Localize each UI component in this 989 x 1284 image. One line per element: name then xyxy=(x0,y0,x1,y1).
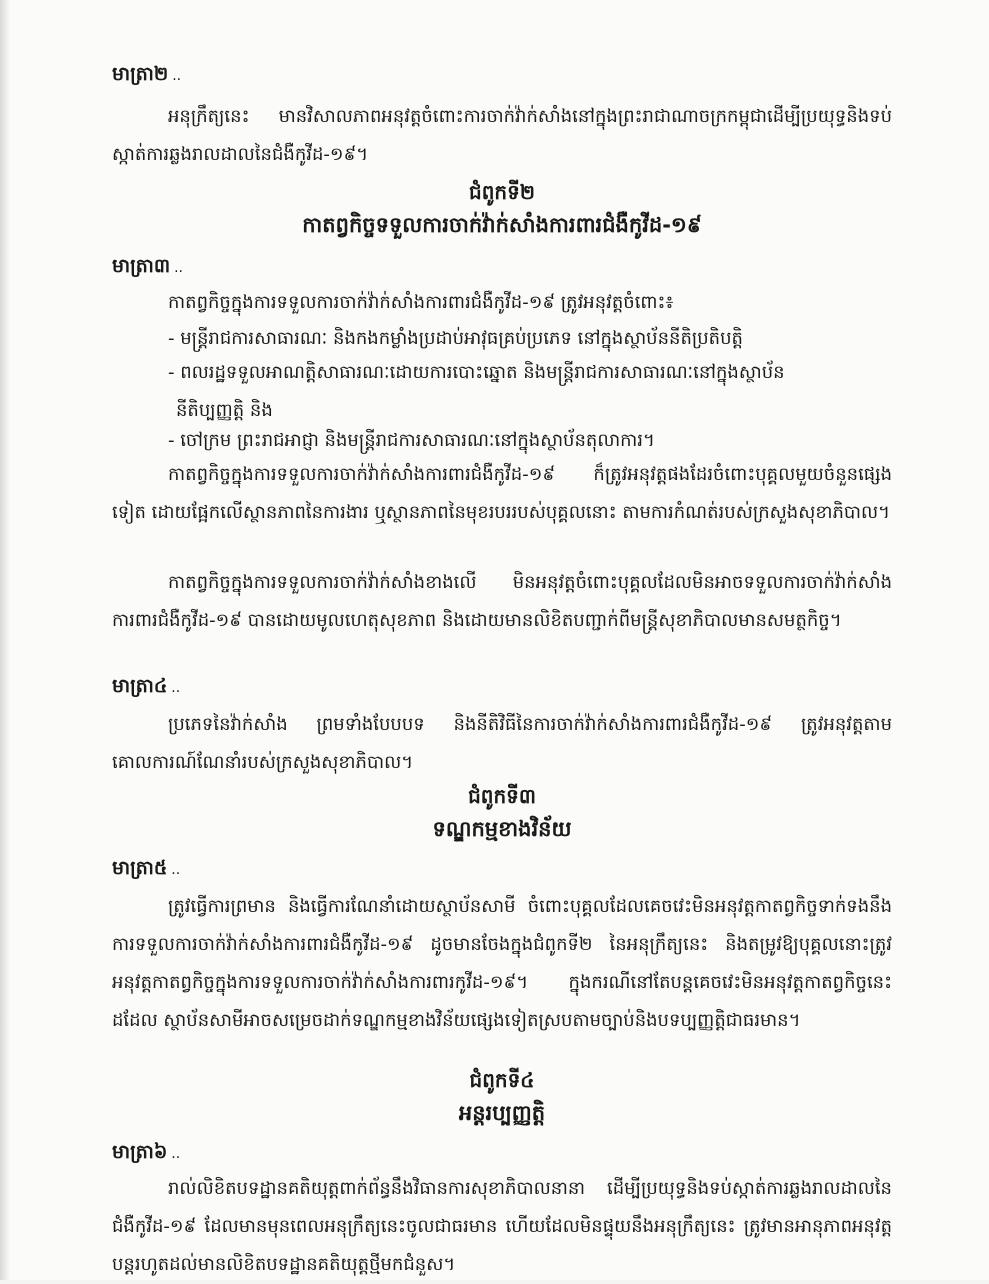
article-4-heading-dots: .. xyxy=(171,680,181,696)
chapter-4-header xyxy=(112,1064,892,1130)
article-3-heading-text: មាត្រា៣ xyxy=(112,255,171,277)
article-4-heading-text: មាត្រា៤ xyxy=(112,675,168,697)
article-6-text xyxy=(112,1170,892,1284)
article-6-heading-text: មាត្រា៦ xyxy=(112,1141,168,1163)
article-3-bullet-1: - មន្ត្រីរាជការសាធារណៈ និងកងកម្លាំងប្រដាប់អាវុធគ្រប់ប្រភេទ នៅក្នុងស្ថាប័ននីតិប្រតិបត្តិ xyxy=(168,328,743,349)
page-edge-shadow xyxy=(0,0,10,1280)
article-3-paragraph-3-text: កាតព្វកិច្ចក្នុងការទទួលការចាក់វ៉ាក់សាំងខាងលើ មិនអនុវត្តចំពោះបុគ្គលដែលមិនអាចទទួលការចាក់វ៉ាក់សាំងការពារជំងឺកូវីដ-១៩ បានដោយមូលហេតុសុខភាព និងដោយមានលិខិតបញ្ជាក់ពីមន្ត្រីសុខាភិបាលមានសមត្ថកិច្ច។ xyxy=(112,572,892,631)
article-3-bullet-2-continuation: នីតិប្បញ្ញត្តិ និង xyxy=(176,400,273,421)
chapter-3-title: ទណ្ឌកម្មខាងវិន័យ xyxy=(432,817,572,841)
article-2-body: អនុក្រឹត្យនេះ មានវិសាលភាពអនុវត្តចំពោះការចាក់វ៉ាក់សាំងនៅក្នុងព្រះរាជាណាចក្រកម្ពុជាដើម្បីប្រយុទ្ធនិងទប់ស្កាត់ការឆ្លងរាលដាលនៃជំងឺកូវីដ-១៩។ xyxy=(112,106,892,165)
chapter-3-header xyxy=(112,780,892,846)
article-3-bullet-3: - ចៅក្រម ព្រះរាជអាជ្ញា និងមន្ត្រីរាជការសាធារណៈនៅក្នុងស្ថាប័នតុលាការ។ xyxy=(168,430,655,451)
article-3-heading xyxy=(112,254,183,282)
article-3-paragraph-2-text: កាតព្វកិច្ចក្នុងការទទួលការចាក់វ៉ាក់សាំងការពារជំងឺកូវីដ-១៩ ក៏ត្រូវអនុវត្តផងដែរចំពោះបុគ្គលមួយចំនួនផ្សេងទៀត ដោយផ្អែកលើស្ថានភាពនៃការងារ ឬស្ថានភាពនៃមុខរបររបស់បុគ្គលនោះ តាមការកំណត់របស់ក្រសួងសុខាភិបាល។ xyxy=(112,464,892,523)
article-3-heading-dots: .. xyxy=(174,260,183,276)
article-3-bullet-2 xyxy=(168,354,890,430)
chapter-2-header xyxy=(112,176,892,242)
article-2-heading xyxy=(112,62,181,90)
chapter-2-title: កាតព្វកិច្ចទទួលការចាក់វ៉ាក់សាំងការពារជំងឺកូវីដ-១៩ xyxy=(302,213,702,237)
article-3-bullet-2-text: - ពលរដ្ឋទទួលអាណត្តិសាធារណៈដោយការបោះឆ្នោត និងមន្ត្រីរាជការសាធារណៈនៅក្នុងស្ថាប័ន xyxy=(168,362,785,383)
article-2-heading-dots: .. xyxy=(172,68,182,84)
article-3-intro-text: កាតព្វកិច្ចក្នុងការទទួលការចាក់វ៉ាក់សាំងការពារជំងឺកូវីដ-១៩ ត្រូវអនុវត្តចំពោះ៖ xyxy=(168,292,674,313)
article-4-text xyxy=(112,706,892,782)
chapter-3-number: ជំពូកទី៣ xyxy=(468,784,536,808)
chapter-4-title: អន្តរប្បញ្ញត្តិ xyxy=(458,1101,546,1125)
chapter-2-number: ជំពូកទី២ xyxy=(469,180,535,204)
article-6-heading-dots: .. xyxy=(171,1146,181,1162)
article-3-paragraph-2 xyxy=(112,456,892,532)
article-5-heading-text: មាត្រា៥ xyxy=(112,857,168,879)
article-4-heading xyxy=(112,674,180,702)
article-5-text xyxy=(112,888,892,1040)
article-4-body: ប្រភេទនៃវ៉ាក់សាំង ព្រមទាំងបែបបទ និងនីតិវិធីនៃការចាក់វ៉ាក់សាំងការពារជំងឺកូវីដ-១៩ ត្រូវអនុវត្តតាមគោលការណ៍ណែនាំរបស់ក្រសួងសុខាភិបាល។ xyxy=(112,714,892,773)
chapter-4-number: ជំពូកទី៤ xyxy=(469,1068,535,1092)
article-2-heading-text: មាត្រា២ xyxy=(112,63,169,85)
article-6-heading xyxy=(112,1140,180,1168)
article-5-heading xyxy=(112,856,180,884)
article-2-text xyxy=(112,98,892,174)
article-5-heading-dots: .. xyxy=(171,862,181,878)
article-3-paragraph-3 xyxy=(112,564,892,640)
article-3-intro xyxy=(112,284,892,322)
article-6-body: រាល់លិខិតបទដ្ឋានគតិយុត្តពាក់ព័ន្ធនឹងវិធានការសុខាភិបាលនានា ដើម្បីប្រយុទ្ធនិងទប់ស្កាត់ការឆ្លងរាលដាលនៃជំងឺកូវីដ-១៩ ដែលមានមុនពេលអនុក្រឹត្យនេះចូលជាធរមាន ហើយដែលមិនផ្ទុយនឹងអនុក្រឹត្យនេះ ត្រូវមានអានុភាពអនុវត្តបន្តរហូតដល់មានលិខិតបទដ្ឋានគតិយុត្តថ្មីមកជំនួស។ xyxy=(112,1178,892,1275)
article-5-body: ត្រូវធ្វើការព្រមាន និងធ្វើការណែនាំដោយស្ថាប័នសាមី ចំពោះបុគ្គលដែលគេចវេះមិនអនុវត្តកាតព្វកិច្ចទាក់ទងនឹងការទទួលការចាក់វ៉ាក់សាំងការពារជំងឺកូវីដ-១៩ ដូចមានចែងក្នុងជំពូកទី២ នៃអនុក្រឹត្យនេះ និងតម្រូវឱ្យបុគ្គលនោះត្រូវអនុវត្តកាតព្វកិច្ចក្នុងការទទួលការចាក់វ៉ាក់សាំងការពារកូវីដ-១៩។ ក្នុងករណីនៅតែបន្តគេចវេះមិនអនុវត្តកាតព្វកិច្ចនេះដដែល ស្ថាប័នសាមីអាចសម្រេចដាក់ទណ្ឌកម្មខាងវិន័យផ្សេងទៀតស្របតាមច្បាប់និងបទប្បញ្ញត្តិជាធរមាន។ xyxy=(112,896,892,1031)
